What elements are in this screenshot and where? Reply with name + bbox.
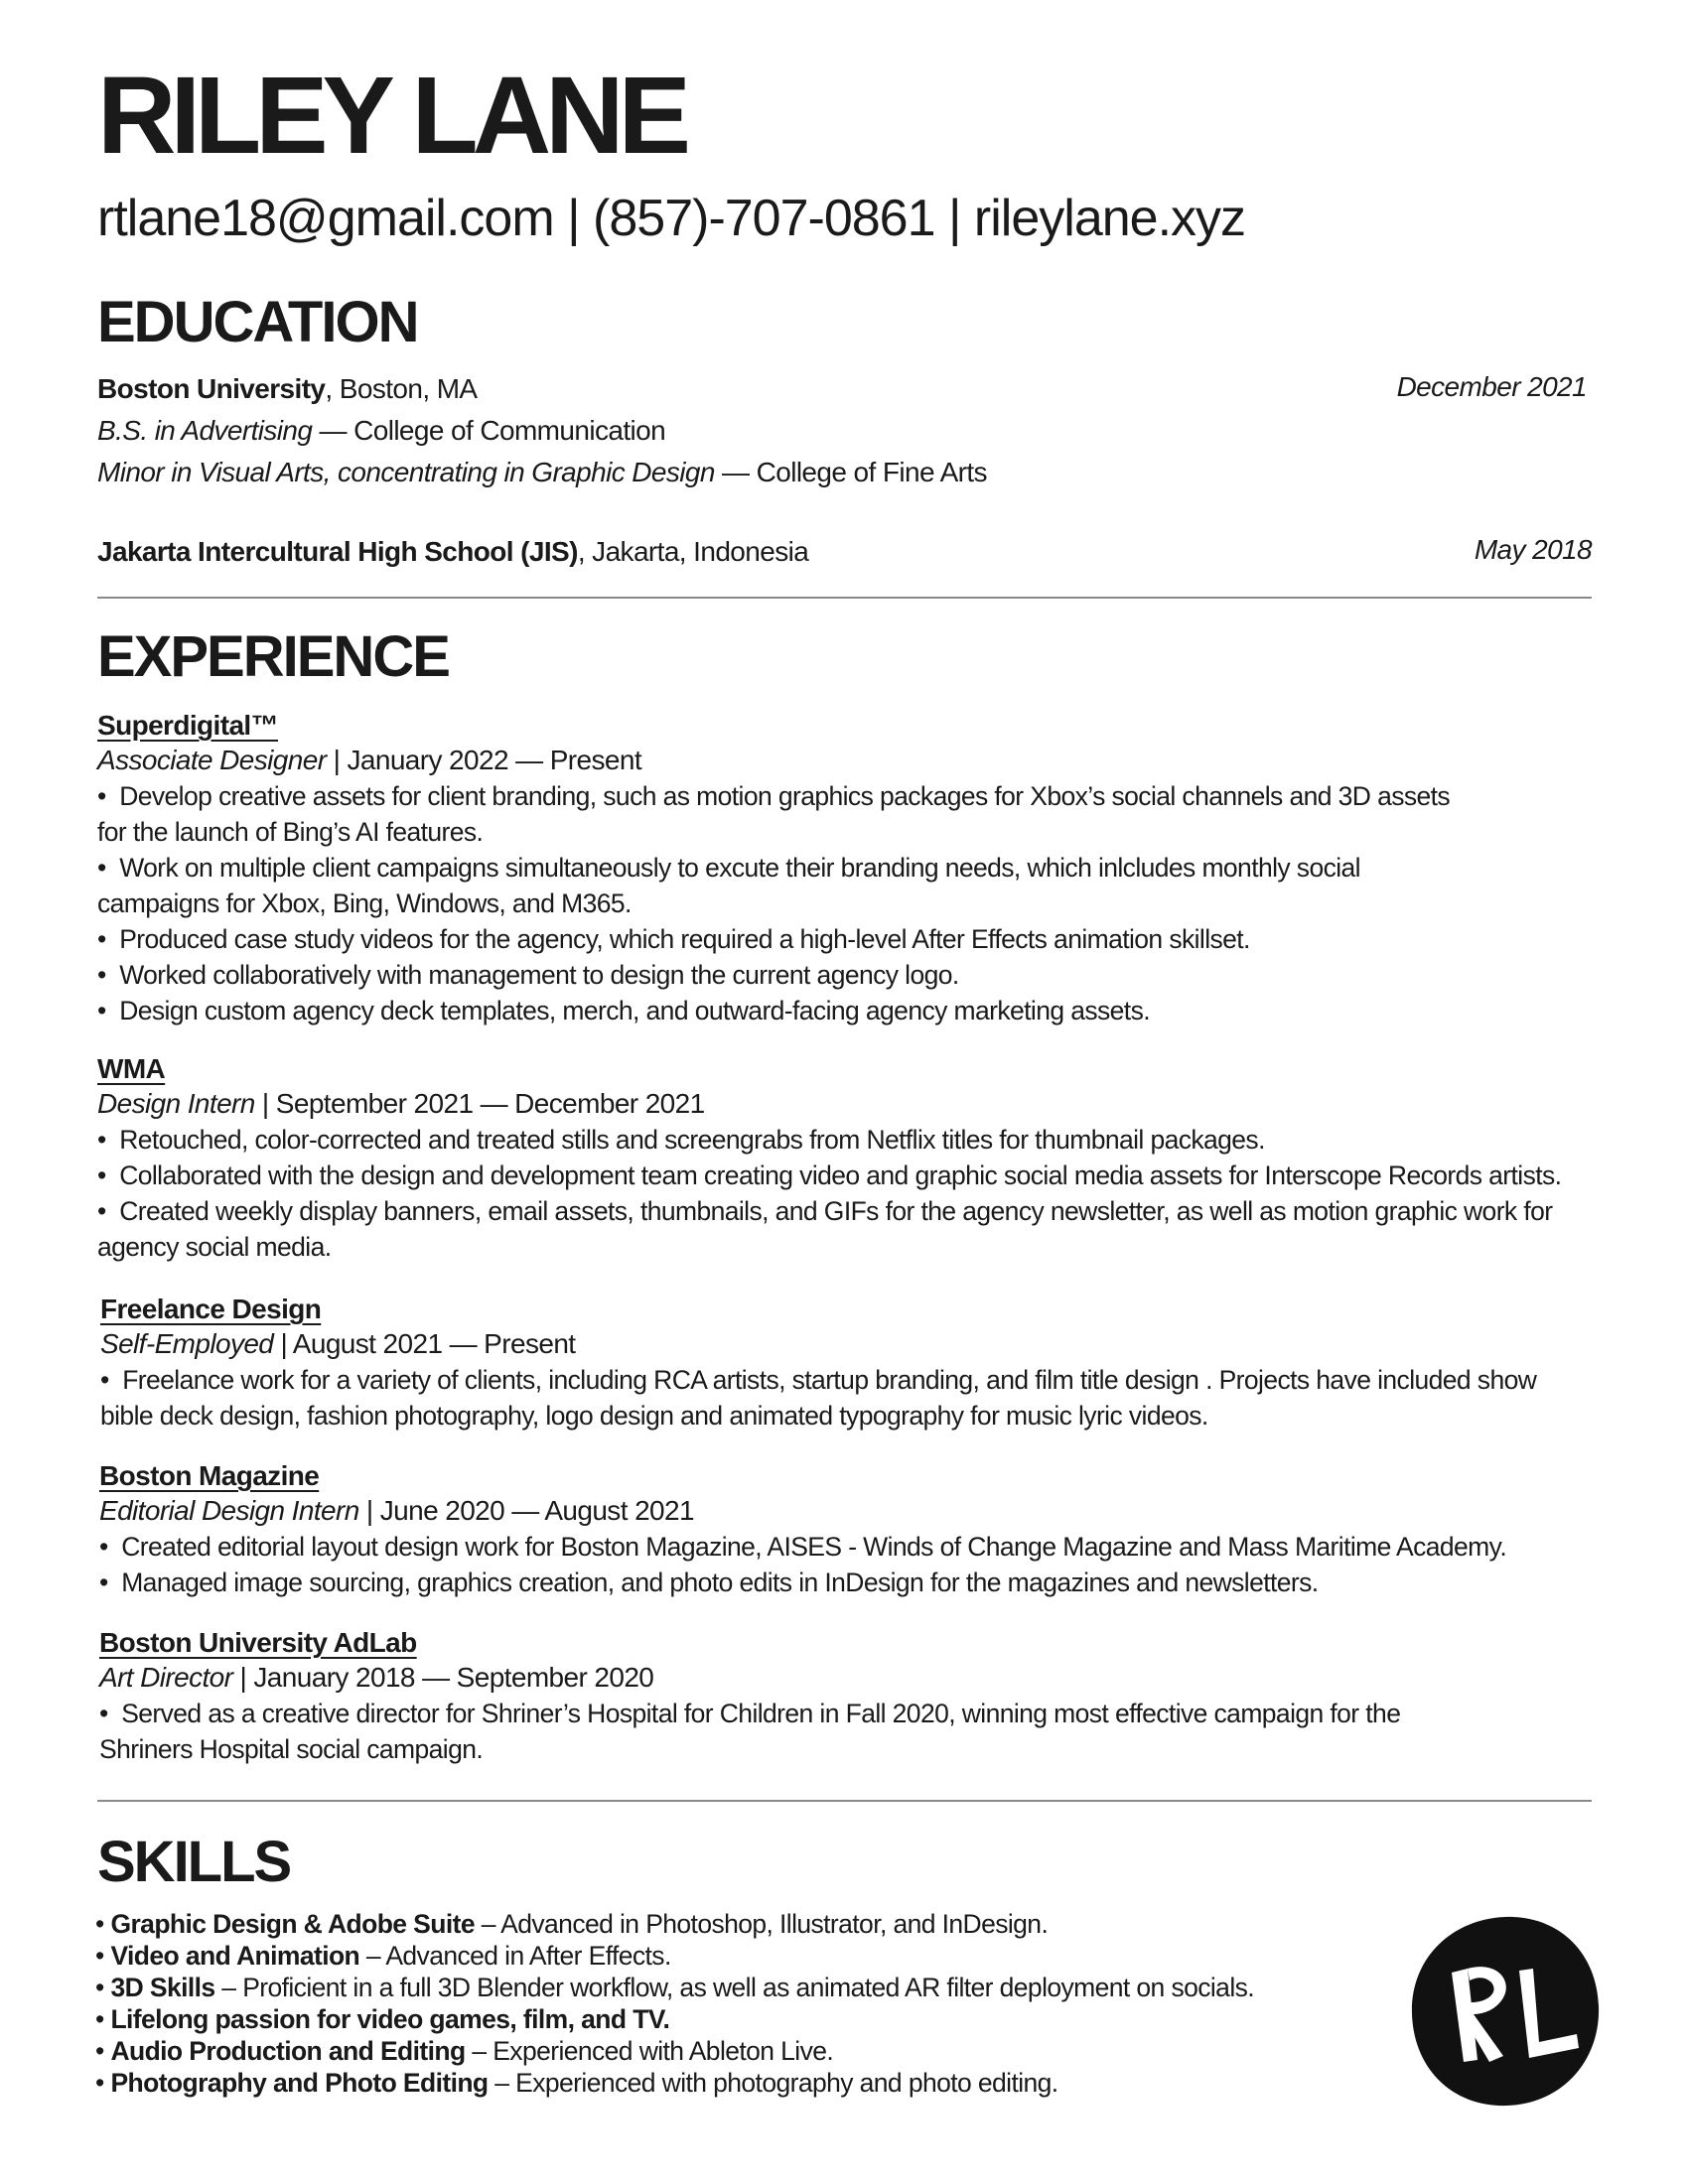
job-dates: | June 2020 — August 2021 bbox=[358, 1495, 694, 1526]
section-divider bbox=[97, 1800, 1592, 1802]
degree-college: — College of Communication bbox=[312, 415, 666, 446]
job-role-line bbox=[100, 1326, 575, 1362]
job-dates: | January 2022 — Present bbox=[326, 745, 642, 775]
education-date: May 2018 bbox=[1474, 534, 1592, 565]
bullet-item: • Managed image sourcing, graphics creation, and photo edits in InDesign for the magazines and newsletters. bbox=[99, 1568, 1319, 1597]
school-name: Jakarta Intercultural High School (JIS) bbox=[97, 536, 578, 567]
section-heading-education: EDUCATION bbox=[97, 290, 418, 354]
skill-item: • Video and Animation – Advanced in After Effects. bbox=[95, 1940, 1254, 1972]
job-role-line bbox=[99, 1493, 694, 1529]
bullet-item: • Freelance work for a variety of clients, including RCA artists, startup branding, and film title design . Projects have included show bbox=[100, 1365, 1537, 1395]
job-bullets bbox=[99, 1529, 1648, 1600]
school-name: Boston University bbox=[97, 373, 326, 404]
education-minor bbox=[97, 455, 987, 490]
section-heading-skills: SKILLS bbox=[97, 1830, 291, 1894]
job-company bbox=[100, 1292, 321, 1327]
company-name: Superdigital™ bbox=[97, 710, 278, 741]
company-name: Freelance Design bbox=[100, 1294, 322, 1324]
job-dates: | September 2021 — December 2021 bbox=[254, 1088, 705, 1119]
bullet-item: • Served as a creative director for Shriner’s Hospital for Children in Fall 2020, winning most effective campaign for the bbox=[99, 1699, 1401, 1728]
bullet-continuation: bible deck design, fashion photography, logo design and animated typography for music lyric videos. bbox=[100, 1401, 1208, 1431]
education-degree bbox=[97, 413, 665, 449]
company-name: Boston University AdLab bbox=[99, 1627, 417, 1658]
job-company bbox=[97, 1051, 165, 1087]
degree-title: B.S. in Advertising bbox=[97, 415, 313, 446]
skill-item: • 3D Skills – Proficient in a full 3D Blender workflow, as well as animated AR filter deployment on socials. bbox=[95, 1972, 1254, 2003]
job-role: Design Intern bbox=[97, 1088, 255, 1119]
education-entry-school bbox=[97, 371, 478, 407]
skill-item: • Graphic Design & Adobe Suite – Advanced in Photoshop, Illustrator, and InDesign. bbox=[95, 1908, 1254, 1940]
job-role: Self-Employed bbox=[100, 1328, 274, 1359]
job-bullets bbox=[99, 1696, 1648, 1767]
bullet-item: • Created weekly display banners, email assets, thumbnails, and GIFs for the agency newsletter, as well as motion graphic work for bbox=[97, 1196, 1553, 1226]
bullet-item: • Develop creative assets for client branding, such as motion graphics packages for Xbox’s social channels and 3D assets bbox=[97, 781, 1451, 811]
education-entry-school bbox=[97, 534, 808, 570]
bullet-item: • Worked collaboratively with management to design the current agency logo. bbox=[97, 960, 959, 990]
bullet-item: • Design custom agency deck templates, merch, and outward-facing agency marketing assets. bbox=[97, 996, 1150, 1025]
job-role: Editorial Design Intern bbox=[99, 1495, 359, 1526]
job-bullets bbox=[97, 778, 1646, 1028]
skill-item: • Photography and Photo Editing – Experienced with photography and photo editing. bbox=[95, 2067, 1254, 2099]
job-company bbox=[99, 1625, 417, 1661]
bullet-item: • Produced case study videos for the agency, which required a high-level After Effects animation skillset. bbox=[97, 924, 1250, 954]
job-dates: | January 2018 — September 2020 bbox=[232, 1662, 654, 1693]
job-role-line bbox=[97, 743, 641, 778]
bullet-item: • Collaborated with the design and development team creating video and graphic social media assets for Interscope Records artists. bbox=[97, 1160, 1562, 1190]
minor-college: — College of Fine Arts bbox=[714, 457, 987, 487]
job-dates: | August 2021 — Present bbox=[273, 1328, 576, 1359]
skills-list bbox=[95, 1908, 1254, 2099]
company-name: WMA bbox=[97, 1053, 166, 1084]
skill-item: • Lifelong passion for video games, film, and TV. bbox=[95, 2003, 1254, 2035]
education-date: December 2021 bbox=[1396, 371, 1587, 402]
contact-info: rtlane18@gmail.com | (857)-707-0861 | rileylane.xyz bbox=[97, 190, 1246, 247]
resume-name: RILEY LANE bbox=[97, 55, 685, 177]
bullet-continuation: agency social media. bbox=[97, 1232, 332, 1262]
section-divider bbox=[97, 597, 1592, 599]
job-company bbox=[99, 1458, 319, 1494]
job-role: Associate Designer bbox=[97, 745, 327, 775]
job-role: Art Director bbox=[99, 1662, 233, 1693]
job-role-line bbox=[99, 1660, 653, 1696]
job-role-line bbox=[97, 1086, 705, 1122]
job-bullets bbox=[97, 1122, 1646, 1265]
job-bullets bbox=[100, 1362, 1649, 1433]
job-company bbox=[97, 708, 278, 744]
bullet-item: • Work on multiple client campaigns simultaneously to excute their branding needs, which inlcludes monthly social bbox=[97, 853, 1360, 883]
company-name: Boston Magazine bbox=[99, 1460, 320, 1491]
bullet-continuation: Shriners Hospital social campaign. bbox=[99, 1734, 484, 1764]
section-heading-experience: EXPERIENCE bbox=[97, 624, 449, 689]
school-location: , Boston, MA bbox=[325, 373, 478, 404]
bullet-item: • Retouched, color-corrected and treated stills and screengrabs from Netflix titles for thumbnail packages. bbox=[97, 1125, 1265, 1155]
bullet-continuation: campaigns for Xbox, Bing, Windows, and M365. bbox=[97, 888, 632, 918]
bullet-continuation: for the launch of Bing’s AI features. bbox=[97, 817, 484, 847]
rl-monogram-logo-icon bbox=[1408, 1911, 1603, 2110]
bullet-item: • Created editorial layout design work for Boston Magazine, AISES - Winds of Change Magazine and Mass Maritime Academy. bbox=[99, 1532, 1507, 1562]
minor-title: Minor in Visual Arts, concentrating in Graphic Design bbox=[97, 457, 715, 487]
skill-item: • Audio Production and Editing – Experienced with Ableton Live. bbox=[95, 2035, 1254, 2067]
school-location: , Jakarta, Indonesia bbox=[577, 536, 809, 567]
